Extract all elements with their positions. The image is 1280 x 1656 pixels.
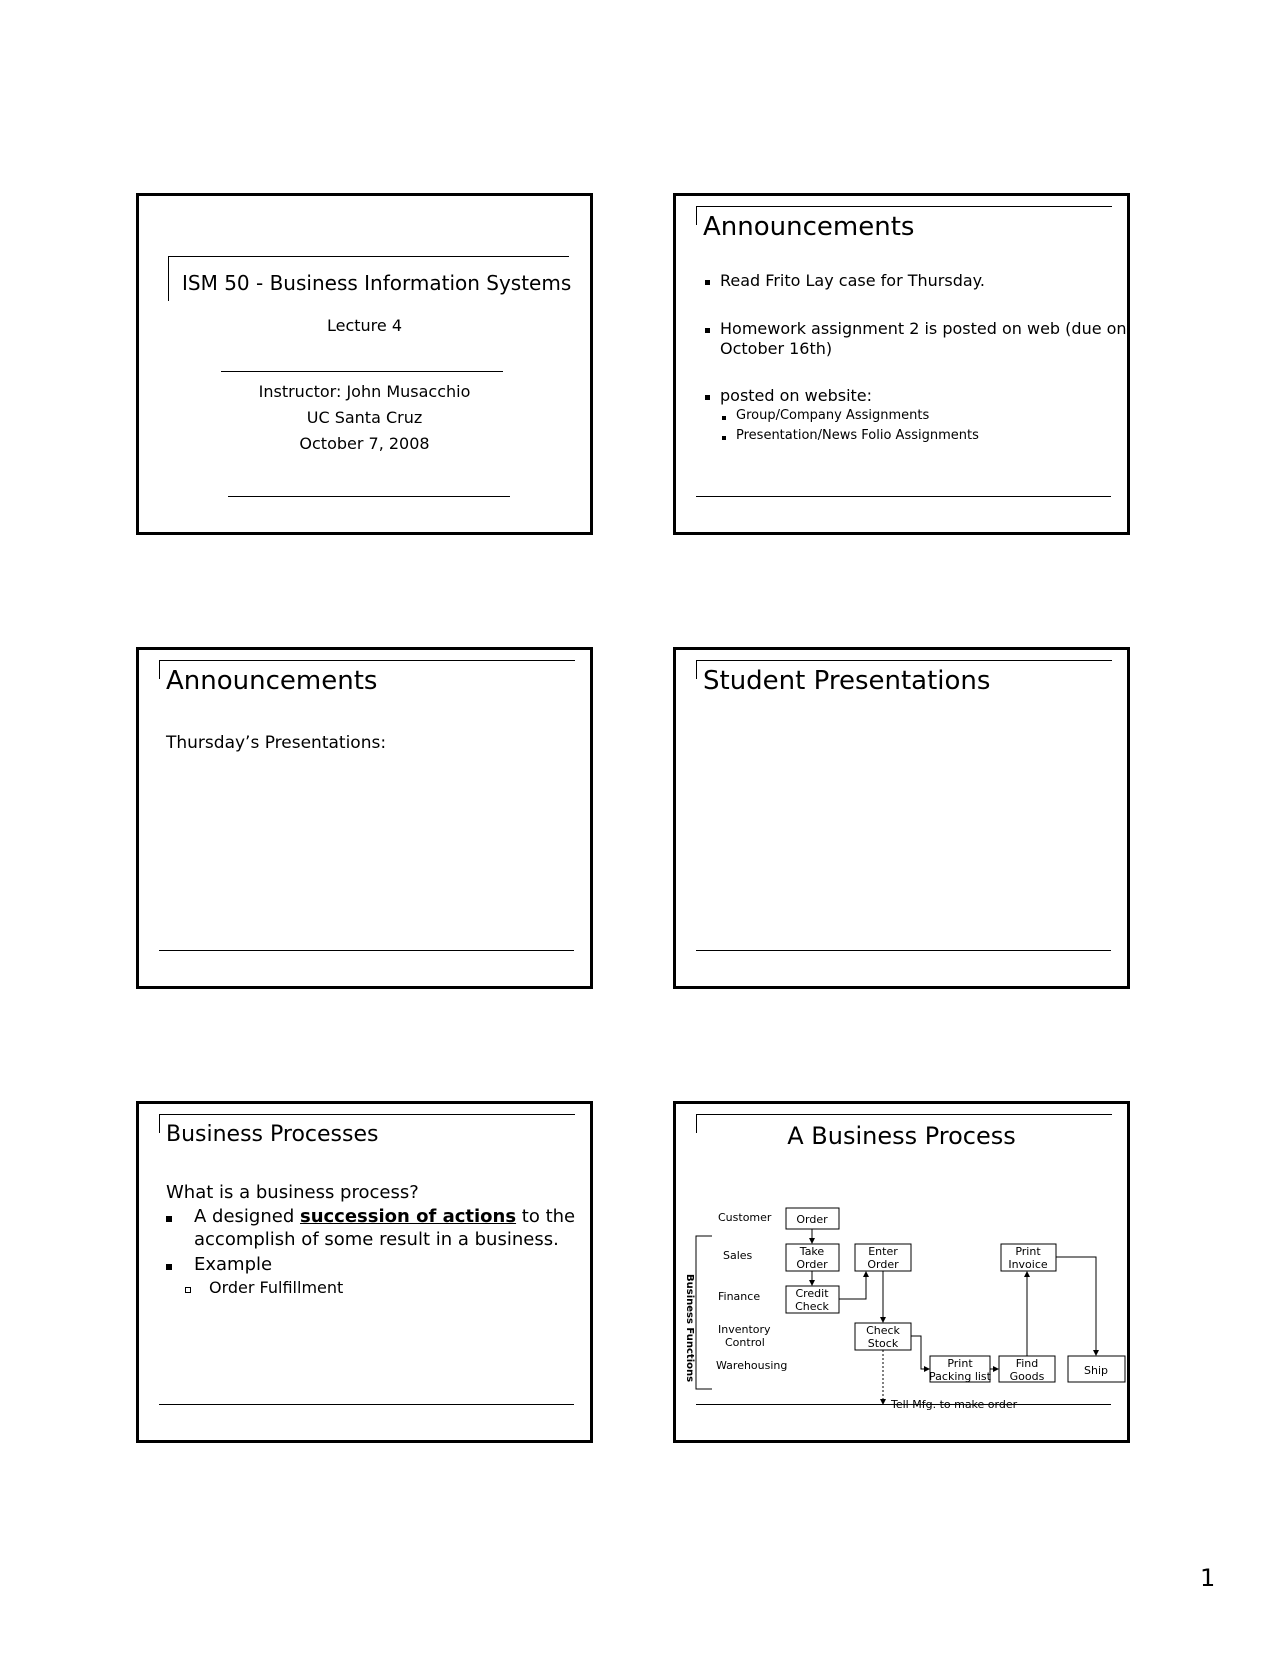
- bullet-item: Read Frito Lay case for Thursday.: [720, 271, 985, 290]
- course-title: ISM 50 - Business Information Systems: [182, 271, 572, 295]
- school: UC Santa Cruz: [306, 408, 423, 427]
- slide-a-business-process: [673, 1101, 1130, 1443]
- box-print-packing-list: Print: [947, 1357, 973, 1370]
- bullet-item: A designed succession of actions to the: [194, 1206, 576, 1227]
- axis-label: Business Functions: [684, 1274, 695, 1383]
- presentations-label: Thursday’s Presentations:: [166, 733, 387, 753]
- slide-business-processes: [136, 1101, 593, 1443]
- instructor: Instructor: John Musacchio: [258, 382, 471, 401]
- bullet-item-cont: accomplish of some result in a business.: [194, 1229, 559, 1250]
- box-ship: Ship: [1084, 1364, 1108, 1377]
- box-find-goods: Find: [1015, 1357, 1039, 1370]
- function-label: Inventory: [718, 1323, 771, 1336]
- box-check-stock: Check: [866, 1324, 900, 1337]
- question-text: What is a business process?: [166, 1182, 419, 1203]
- slide-heading: Student Presentations: [703, 666, 991, 696]
- box-credit-check: Credit: [795, 1287, 829, 1300]
- function-label: Control: [725, 1336, 765, 1349]
- function-label: Finance: [718, 1290, 761, 1303]
- function-label: Warehousing: [716, 1359, 788, 1372]
- date: October 7, 2008: [299, 434, 430, 453]
- bullet-item-cont: October 16th): [720, 339, 833, 358]
- diagram-note: Tell Mfg. to make order: [891, 1398, 1018, 1411]
- box-take-order: Take: [799, 1245, 825, 1258]
- box-check-stock: Stock: [867, 1337, 899, 1350]
- box-credit-check: Check: [795, 1300, 829, 1313]
- slide-announcements-2: [136, 647, 593, 989]
- function-label: Customer: [718, 1211, 772, 1224]
- box-print-packing-list: Packing list: [929, 1370, 991, 1383]
- box-find-goods: Goods: [1009, 1370, 1045, 1383]
- bullet-item: Example: [194, 1254, 273, 1275]
- bullet-item: posted on website:: [720, 386, 873, 405]
- slide-student-presentations: [673, 647, 1130, 989]
- sub-bullet-item: Order Fulfillment: [209, 1278, 344, 1297]
- process-diagram: [676, 1104, 1127, 1440]
- box-enter-order: Enter: [868, 1245, 898, 1258]
- slide-title: [136, 193, 593, 535]
- box-print-invoice: Print: [1015, 1245, 1041, 1258]
- sub-bullet-item: Presentation/News Folio Assignments: [736, 428, 979, 443]
- slide-heading: A Business Process: [787, 1122, 1016, 1150]
- function-label: Sales: [723, 1249, 753, 1262]
- slide-heading: Announcements: [703, 212, 915, 242]
- box-take-order: Order: [796, 1258, 828, 1271]
- slide-heading: Business Processes: [166, 1122, 379, 1147]
- emphasis-text: succession of actions: [299, 1206, 517, 1227]
- box-order: Order: [796, 1213, 828, 1226]
- slide-heading: Announcements: [166, 666, 378, 696]
- box-enter-order: Order: [867, 1258, 899, 1271]
- slide-announcements-1: [673, 193, 1130, 535]
- lecture-label: Lecture 4: [326, 316, 403, 335]
- page-number: 1: [1200, 1564, 1216, 1592]
- box-print-invoice: Invoice: [1008, 1258, 1048, 1271]
- bullet-item: Homework assignment 2 is posted on web (due on: [720, 319, 1127, 338]
- sub-bullet-item: Group/Company Assignments: [736, 408, 930, 423]
